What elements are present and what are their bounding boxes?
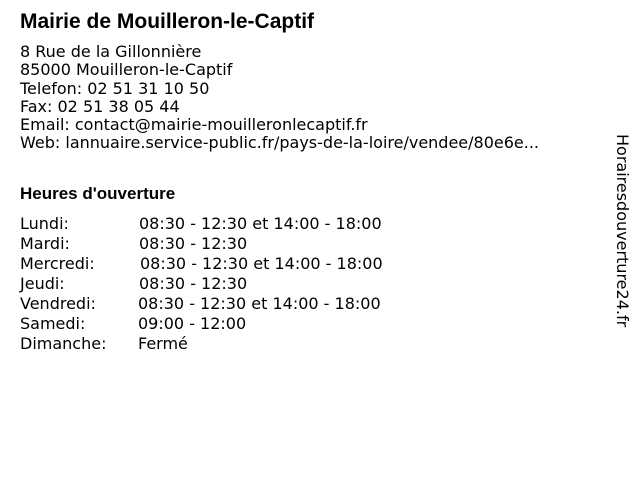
day-label: Samedi: xyxy=(20,314,86,333)
web-link[interactable]: lannuaire.service-public.fr/pays-de-la-loire/vendee/80e6e... xyxy=(65,133,540,153)
page-title: Mairie de Mouilleron-le-Captif xyxy=(20,10,315,33)
email-line xyxy=(20,116,539,134)
time-value: 08:30 - 12:30 xyxy=(139,274,248,293)
hours-heading: Heures d'ouverture xyxy=(20,184,176,203)
day-label: Dimanche: xyxy=(20,334,107,353)
day-label: Mercredi: xyxy=(20,254,95,273)
web-line xyxy=(20,134,539,152)
time-value: 08:30 - 12:30 et 14:00 - 18:00 xyxy=(140,254,383,273)
city-address: 85000 Mouilleron-le-Captif xyxy=(20,60,233,80)
time-value: 08:30 - 12:30 et 14:00 - 18:00 xyxy=(138,294,381,313)
fax-number: 02 51 38 05 44 xyxy=(57,96,180,116)
email-label: Email: xyxy=(20,115,70,135)
site-watermark: Horairesdouverture24.fr xyxy=(613,134,632,328)
time-value: 08:30 - 12:30 et 14:00 - 18:00 xyxy=(139,214,382,233)
fax-label: Fax: xyxy=(20,96,53,116)
day-label: Vendredi: xyxy=(20,294,96,313)
time-value: 08:30 - 12:30 xyxy=(139,234,248,253)
day-label: Lundi: xyxy=(20,214,69,233)
phone-line xyxy=(20,80,539,98)
contact-info xyxy=(20,43,539,153)
fax-line xyxy=(20,98,539,116)
time-value: 09:00 - 12:00 xyxy=(138,314,247,333)
street-address: 8 Rue de la Gillonnière xyxy=(20,42,202,61)
phone-label: Telefon: xyxy=(20,78,83,98)
email-link[interactable]: contact@mairie-mouilleronlecaptif.fr xyxy=(74,115,368,135)
phone-number[interactable]: 02 51 31 10 50 xyxy=(87,78,210,98)
web-label: Web: xyxy=(20,133,61,153)
time-value: Fermé xyxy=(138,334,188,353)
day-label: Mardi: xyxy=(20,234,70,253)
day-label: Jeudi: xyxy=(20,274,65,293)
